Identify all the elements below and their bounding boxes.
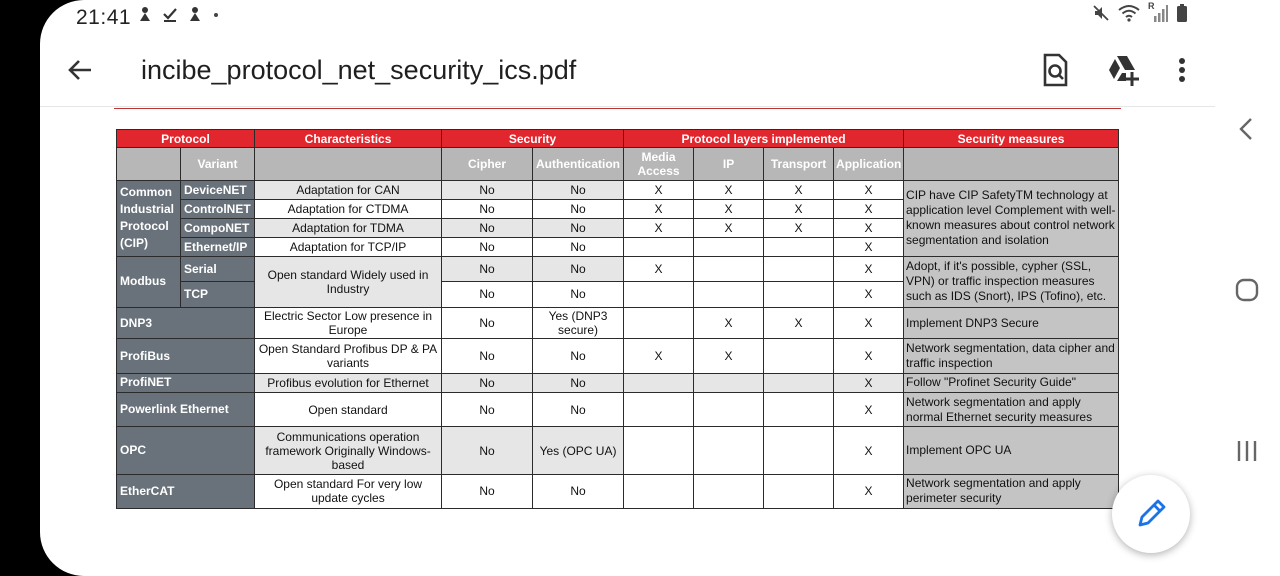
application-cell: X	[834, 218, 904, 237]
cipher-cell: No	[442, 339, 533, 373]
subheader-application: Application	[834, 148, 904, 181]
transport-cell: X	[764, 199, 834, 218]
ip-cell: X	[694, 307, 764, 339]
auth-cell: No	[533, 199, 624, 218]
transport-cell: X	[764, 307, 834, 339]
page-rule	[114, 108, 1121, 109]
application-cell: X	[834, 339, 904, 373]
status-bar	[40, 0, 1280, 34]
header-row	[117, 130, 1119, 148]
subheader-row	[117, 148, 1119, 181]
ip-cell: X	[694, 218, 764, 237]
transport-cell	[764, 427, 834, 474]
protocol-powerlink: Powerlink Ethernet	[117, 393, 255, 427]
ip-cell	[694, 474, 764, 508]
app-notification-icon	[188, 6, 202, 22]
ip-cell: X	[694, 339, 764, 373]
mute-icon	[1092, 4, 1110, 22]
measures-dnp3: Implement DNP3 Secure	[904, 307, 1119, 339]
auth-cell: No	[533, 181, 624, 200]
subheader-authentication: Authentication	[533, 148, 624, 181]
clock: 21:41	[76, 6, 132, 29]
ip-cell	[694, 373, 764, 393]
characteristics-cell: Adaptation for CAN	[255, 181, 442, 200]
battery-icon	[1176, 4, 1188, 22]
pdf-page-view[interactable]	[40, 107, 1215, 576]
subheader-blank	[255, 148, 442, 181]
ip-cell	[694, 427, 764, 474]
ip-cell	[694, 393, 764, 427]
cipher-cell: No	[442, 256, 533, 281]
cipher-cell: No	[442, 181, 533, 200]
characteristics-cell: Profibus evolution for Ethernet	[255, 373, 442, 393]
media-cell	[624, 237, 694, 256]
app-screen	[40, 0, 1280, 576]
characteristics-cell: Adaptation for TDMA	[255, 218, 442, 237]
find-in-page-icon[interactable]	[1039, 52, 1071, 88]
media-cell: X	[624, 218, 694, 237]
app-notification-icon	[138, 6, 152, 22]
auth-cell: Yes (OPC UA)	[533, 427, 624, 474]
download-done-icon	[162, 6, 178, 22]
signal-icon	[1148, 1, 1168, 22]
protocol-modbus: Modbus	[117, 256, 181, 307]
navigation-bar	[1215, 0, 1280, 576]
application-cell: X	[834, 237, 904, 256]
measures-powerlink: Network segmentation and apply normal Ethernet security measures	[904, 393, 1119, 427]
arrow-back-icon[interactable]	[66, 56, 94, 84]
characteristics-cell: Adaptation for TCP/IP	[255, 237, 442, 256]
top-app-bar	[40, 34, 1215, 107]
ip-cell	[694, 237, 764, 256]
table-row	[117, 256, 1119, 281]
notification-icons	[138, 6, 220, 22]
application-cell: X	[834, 427, 904, 474]
protocol-table	[116, 129, 1119, 509]
table-row	[117, 427, 1119, 474]
auth-cell: No	[533, 373, 624, 393]
cipher-cell: No	[442, 282, 533, 307]
subheader-media-access: Media Access	[624, 148, 694, 181]
characteristics-cell: Open Standard Profibus DP & PA variants	[255, 339, 442, 373]
add-to-drive-icon[interactable]	[1106, 52, 1140, 88]
header-security: Security	[442, 130, 624, 148]
document-title: incibe_protocol_net_security_ics.pdf	[141, 55, 577, 85]
application-cell: X	[834, 181, 904, 200]
media-cell	[624, 282, 694, 307]
recents-icon[interactable]	[1232, 436, 1262, 466]
roaming-label: R	[1148, 1, 1155, 11]
characteristics-cell: Open standard	[255, 393, 442, 427]
ip-cell: X	[694, 199, 764, 218]
cipher-cell: No	[442, 427, 533, 474]
auth-cell: No	[533, 339, 624, 373]
table-row	[117, 373, 1119, 393]
subheader-blank	[904, 148, 1119, 181]
measures-opc: Implement OPC UA	[904, 427, 1119, 474]
protocol-profibus: ProfiBus	[117, 339, 255, 373]
cipher-cell: No	[442, 373, 533, 393]
cipher-cell: No	[442, 237, 533, 256]
protocol-ethercat: EtherCAT	[117, 474, 255, 508]
wifi-icon	[1118, 4, 1140, 22]
auth-cell: No	[533, 282, 624, 307]
header-measures: Security measures	[904, 130, 1119, 148]
cipher-cell: No	[442, 218, 533, 237]
auth-cell: No	[533, 474, 624, 508]
subheader-variant: Variant	[181, 148, 255, 181]
application-cell: X	[834, 199, 904, 218]
media-cell	[624, 474, 694, 508]
status-icons	[1092, 1, 1188, 22]
auth-cell: No	[533, 256, 624, 281]
home-circle-icon[interactable]	[1232, 275, 1262, 305]
application-cell: X	[834, 307, 904, 339]
transport-cell: X	[764, 181, 834, 200]
transport-cell	[764, 339, 834, 373]
ip-cell: X	[694, 181, 764, 200]
chevron-left-icon[interactable]	[1232, 114, 1262, 144]
protocol-profinet: ProfiNET	[117, 373, 255, 393]
transport-cell	[764, 282, 834, 307]
measures-profibus: Network segmentation, data cipher and traffic inspection	[904, 339, 1119, 373]
edit-pencil-icon	[1112, 475, 1190, 553]
protocol-cip: Common Industrial Protocol (CIP)	[117, 181, 181, 257]
table-row	[117, 339, 1119, 373]
application-cell: X	[834, 474, 904, 508]
application-cell: X	[834, 393, 904, 427]
dot-icon	[212, 6, 220, 22]
transport-cell	[764, 474, 834, 508]
media-cell	[624, 393, 694, 427]
header-layers: Protocol layers implemented	[624, 130, 904, 148]
auth-cell: Yes (DNP3 secure)	[533, 307, 624, 339]
characteristics-cell: Communications operation framework Originally Windows-based	[255, 427, 442, 474]
variant-controlnet: ControlNET	[181, 199, 255, 218]
protocol-dnp3: DNP3	[117, 307, 255, 339]
media-cell	[624, 373, 694, 393]
transport-cell	[764, 237, 834, 256]
variant-serial: Serial	[181, 256, 255, 281]
cipher-cell: No	[442, 307, 533, 339]
application-cell: X	[834, 373, 904, 393]
media-cell: X	[624, 199, 694, 218]
characteristics-cell: Electric Sector Low presence in Europe	[255, 307, 442, 339]
characteristics-cell: Adaptation for CTDMA	[255, 199, 442, 218]
subheader-transport: Transport	[764, 148, 834, 181]
auth-cell: No	[533, 237, 624, 256]
media-cell	[624, 307, 694, 339]
measures-ethercat: Network segmentation and apply perimeter security	[904, 474, 1119, 508]
transport-cell	[764, 373, 834, 393]
protocol-opc: OPC	[117, 427, 255, 474]
application-cell: X	[834, 282, 904, 307]
auth-cell: No	[533, 218, 624, 237]
header-protocol: Protocol	[117, 130, 255, 148]
subheader-ip: IP	[694, 148, 764, 181]
media-cell: X	[624, 339, 694, 373]
auth-cell: No	[533, 393, 624, 427]
table-row	[117, 474, 1119, 508]
table-row	[117, 307, 1119, 339]
characteristics-cell: Open standard For very low update cycles	[255, 474, 442, 508]
edit-button[interactable]	[1112, 475, 1190, 553]
subheader-cipher: Cipher	[442, 148, 533, 181]
transport-cell: X	[764, 218, 834, 237]
application-cell: X	[834, 256, 904, 281]
ip-cell	[694, 256, 764, 281]
media-cell	[624, 427, 694, 474]
cipher-cell: No	[442, 199, 533, 218]
media-cell: X	[624, 181, 694, 200]
header-characteristics: Characteristics	[255, 130, 442, 148]
table-row	[117, 393, 1119, 427]
measures-modbus: Adopt, if it's possible, cypher (SSL, VPN) or traffic inspection measures such as IDS (Snort), IPS (Tofino), etc.	[904, 256, 1119, 307]
characteristics-cell: Open standard Widely used in Industry	[255, 256, 442, 307]
ip-cell	[694, 282, 764, 307]
media-cell: X	[624, 256, 694, 281]
cipher-cell: No	[442, 474, 533, 508]
variant-devicenet: DeviceNET	[181, 181, 255, 200]
measures-cip: CIP have CIP SafetyTM technology at application level Complement with well-known measures about control network segmentation and isolation	[904, 181, 1119, 257]
measures-profinet: Follow "Profinet Security Guide"	[904, 373, 1119, 393]
variant-ethernet-ip: Ethernet/IP	[181, 237, 255, 256]
transport-cell	[764, 393, 834, 427]
subheader-blank	[117, 148, 181, 181]
cipher-cell: No	[442, 393, 533, 427]
transport-cell	[764, 256, 834, 281]
variant-tcp: TCP	[181, 282, 255, 307]
more-vert-icon[interactable]	[1174, 52, 1190, 88]
table-row	[117, 181, 1119, 200]
variant-componet: CompoNET	[181, 218, 255, 237]
